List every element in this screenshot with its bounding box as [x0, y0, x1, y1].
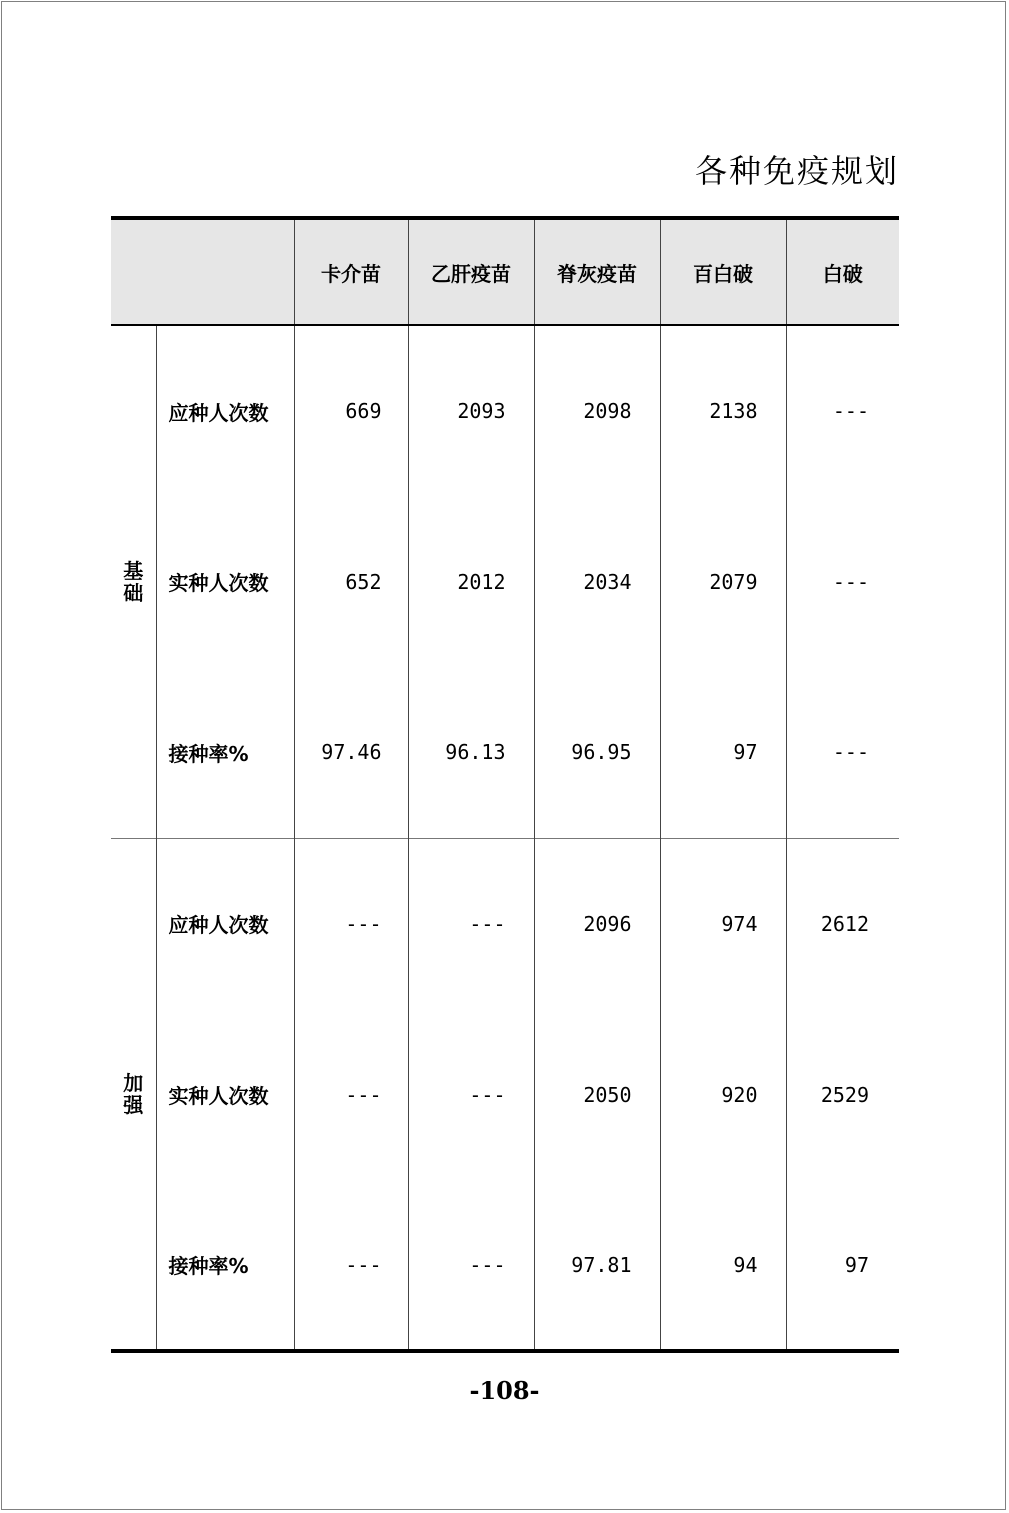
table-cell: 669 [294, 325, 408, 496]
table-row [111, 838, 899, 1009]
table-cell: 97 [660, 667, 786, 838]
table-row [111, 1180, 899, 1351]
table-cell: 97.46 [294, 667, 408, 838]
table-cell: 2098 [534, 325, 660, 496]
table-header-row [111, 218, 899, 325]
table-cell: 2034 [534, 496, 660, 667]
table-cell: 97.81 [534, 1180, 660, 1351]
table-cell: 2612 [786, 838, 899, 1009]
column-header: 卡介苗 [294, 218, 408, 325]
table-cell: --- [408, 838, 534, 1009]
table-cell: 2138 [660, 325, 786, 496]
column-header: 白破 [786, 218, 899, 325]
metric-label: 应种人次数 [156, 838, 294, 1009]
page-title: 各种免疫规划 [694, 152, 899, 190]
table-cell: 96.95 [534, 667, 660, 838]
metric-label: 应种人次数 [156, 325, 294, 496]
table-cell: 2096 [534, 838, 660, 1009]
metric-label: 实种人次数 [156, 496, 294, 667]
column-header: 脊灰疫苗 [534, 218, 660, 325]
table-cell: --- [294, 1009, 408, 1180]
table-cell: 652 [294, 496, 408, 667]
table-cell: 96.13 [408, 667, 534, 838]
table-cell: --- [294, 838, 408, 1009]
table-cell: 97 [786, 1180, 899, 1351]
table-cell: --- [408, 1009, 534, 1180]
table-cell: 2012 [408, 496, 534, 667]
table-row [111, 325, 899, 496]
metric-label: 实种人次数 [156, 1009, 294, 1180]
table-cell: 94 [660, 1180, 786, 1351]
table-row [111, 496, 899, 667]
page-number: -108- [469, 1376, 540, 1405]
table-cell: --- [786, 325, 899, 496]
table-cell: 2529 [786, 1009, 899, 1180]
table-cell: 974 [660, 838, 786, 1009]
metric-label: 接种率% [156, 667, 294, 838]
group-label: 加强 [123, 1070, 144, 1117]
table-cell: --- [786, 496, 899, 667]
table-row [111, 1009, 899, 1180]
metric-label: 接种率% [156, 1180, 294, 1351]
group-label: 基础 [123, 558, 144, 605]
table-cell: --- [294, 1180, 408, 1351]
column-header: 乙肝疫苗 [408, 218, 534, 325]
table-cell: --- [408, 1180, 534, 1351]
table-cell: 920 [660, 1009, 786, 1180]
vaccine-table [111, 216, 899, 1353]
table-row [111, 667, 899, 838]
header-corner-cell [111, 218, 294, 325]
table-cell: --- [786, 667, 899, 838]
table-cell: 2093 [408, 325, 534, 496]
table-cell: 2050 [534, 1009, 660, 1180]
column-header: 百白破 [660, 218, 786, 325]
table-cell: 2079 [660, 496, 786, 667]
